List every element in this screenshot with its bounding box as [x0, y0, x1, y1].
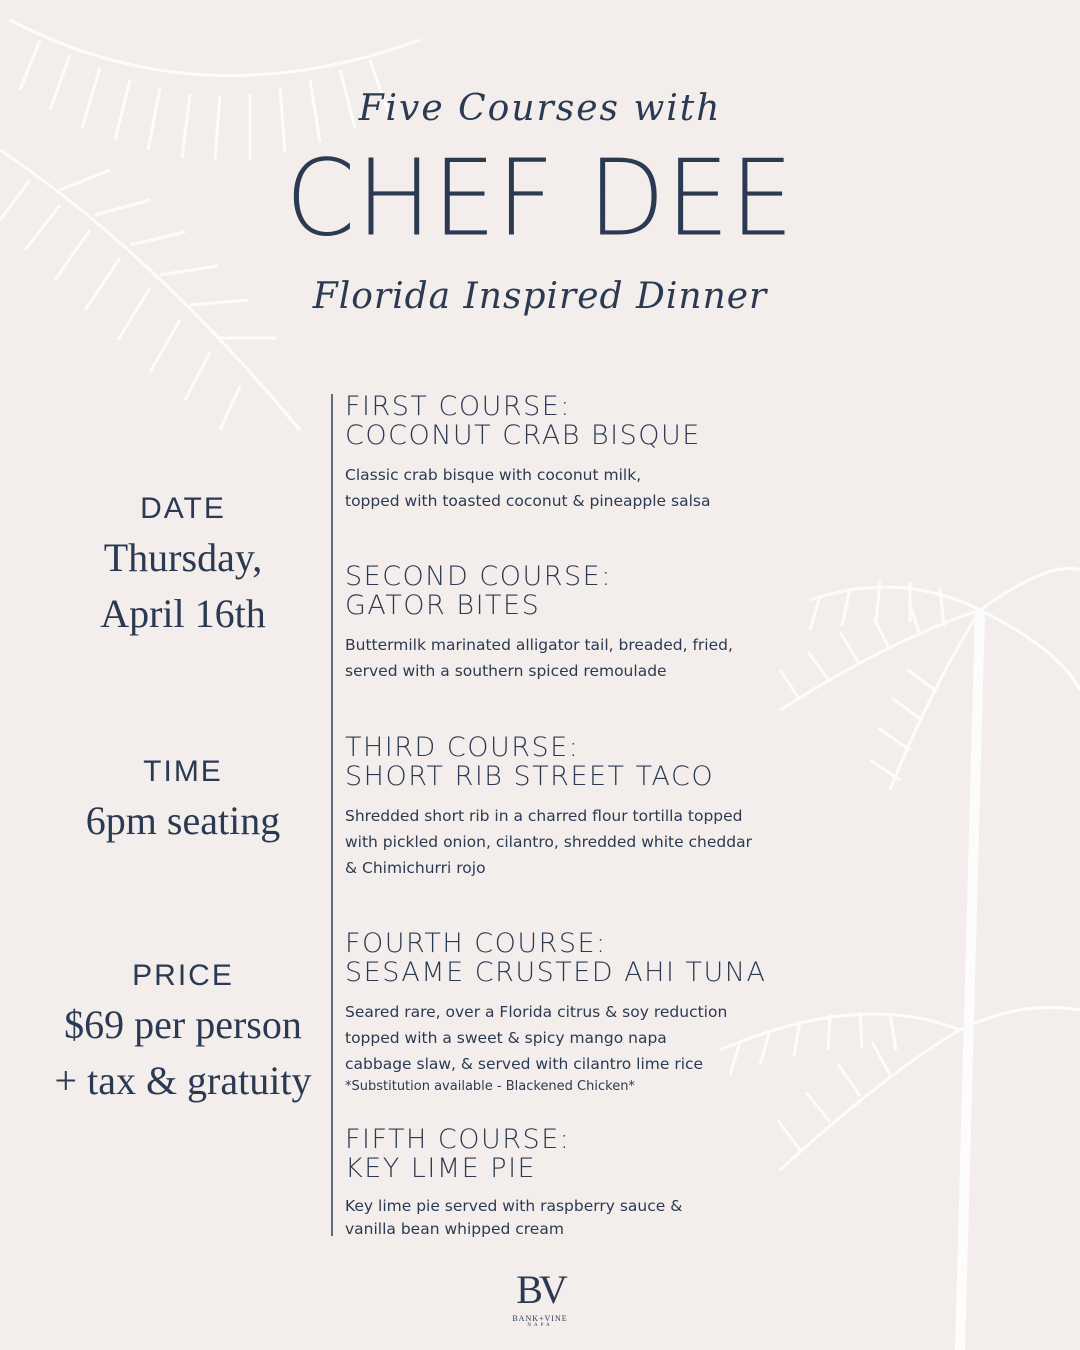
course-number: THIRD COURSE:: [345, 732, 580, 763]
course-description-line: & Chimichurri rojo: [345, 859, 486, 877]
vertical-divider: [331, 394, 333, 1236]
course-description: [345, 462, 865, 514]
course-description-line: vanilla bean whipped cream: [345, 1220, 564, 1238]
date-line-1: Thursday,: [103, 535, 263, 580]
course-description-line: Key lime pie served with raspberry sauce &: [345, 1197, 683, 1215]
time-value: 6pm seating: [85, 798, 281, 843]
course-description: [345, 1195, 865, 1241]
date-line-2: April 16th: [100, 591, 266, 636]
course-2: [345, 562, 865, 684]
course-3: [345, 733, 865, 881]
course-description-line: Seared rare, over a Florida citrus & soy reduction: [345, 1003, 728, 1021]
course-description: [345, 803, 865, 881]
logo-name: BANK+VINE: [512, 1314, 568, 1323]
price-line-1: $69 per person: [64, 1002, 302, 1047]
bank-vine-logo: [500, 1267, 580, 1328]
logo-monogram: BV: [516, 1267, 564, 1312]
course-description: [345, 999, 865, 1097]
price-line-2: + tax & gratuity: [54, 1058, 312, 1103]
header-subtitle-bottom: Florida Inspired Dinner: [312, 276, 768, 317]
course-substitution-note: *Substitution available - Blackened Chicken*: [345, 1079, 635, 1094]
course-4: [345, 929, 865, 1097]
course-name: GATOR BITES: [345, 590, 541, 621]
course-description-line: cabbage slaw, & served with cilantro lime rice: [345, 1055, 704, 1073]
price-label: PRICE: [132, 959, 234, 992]
logo-location: NAPA: [527, 1323, 553, 1328]
course-number: FIRST COURSE:: [345, 391, 571, 422]
course-name: SESAME CRUSTED AHI TUNA: [345, 957, 767, 988]
date-block: [40, 492, 326, 642]
course-description: [345, 632, 865, 684]
course-number: SECOND COURSE:: [345, 561, 612, 592]
time-label: TIME: [143, 755, 223, 788]
course-1: [345, 392, 865, 514]
course-description-line: served with a southern spiced remoulade: [345, 662, 667, 680]
course-name: COCONUT CRAB BISQUE: [345, 420, 701, 451]
page-title: CHEF DEE: [285, 137, 795, 260]
time-block: [40, 755, 326, 849]
price-block: [40, 959, 326, 1109]
date-label: DATE: [140, 492, 226, 525]
course-number: FIFTH COURSE:: [345, 1124, 571, 1155]
course-description-line: topped with toasted coconut & pineapple salsa: [345, 492, 711, 510]
course-5: [345, 1125, 865, 1241]
course-description-line: Classic crab bisque with coconut milk,: [345, 466, 642, 484]
course-description-line: with pickled onion, cilantro, shredded white cheddar: [345, 833, 752, 851]
course-name: KEY LIME PIE: [345, 1153, 537, 1184]
header-subtitle-top: Five Courses with: [358, 88, 722, 129]
course-number: FOURTH COURSE:: [345, 928, 607, 959]
course-description-line: topped with a sweet & spicy mango napa: [345, 1029, 667, 1047]
course-description-line: Buttermilk marinated alligator tail, breaded, fried,: [345, 636, 733, 654]
course-name: SHORT RIB STREET TACO: [345, 761, 715, 792]
course-description-line: Shredded short rib in a charred flour tortilla topped: [345, 807, 743, 825]
